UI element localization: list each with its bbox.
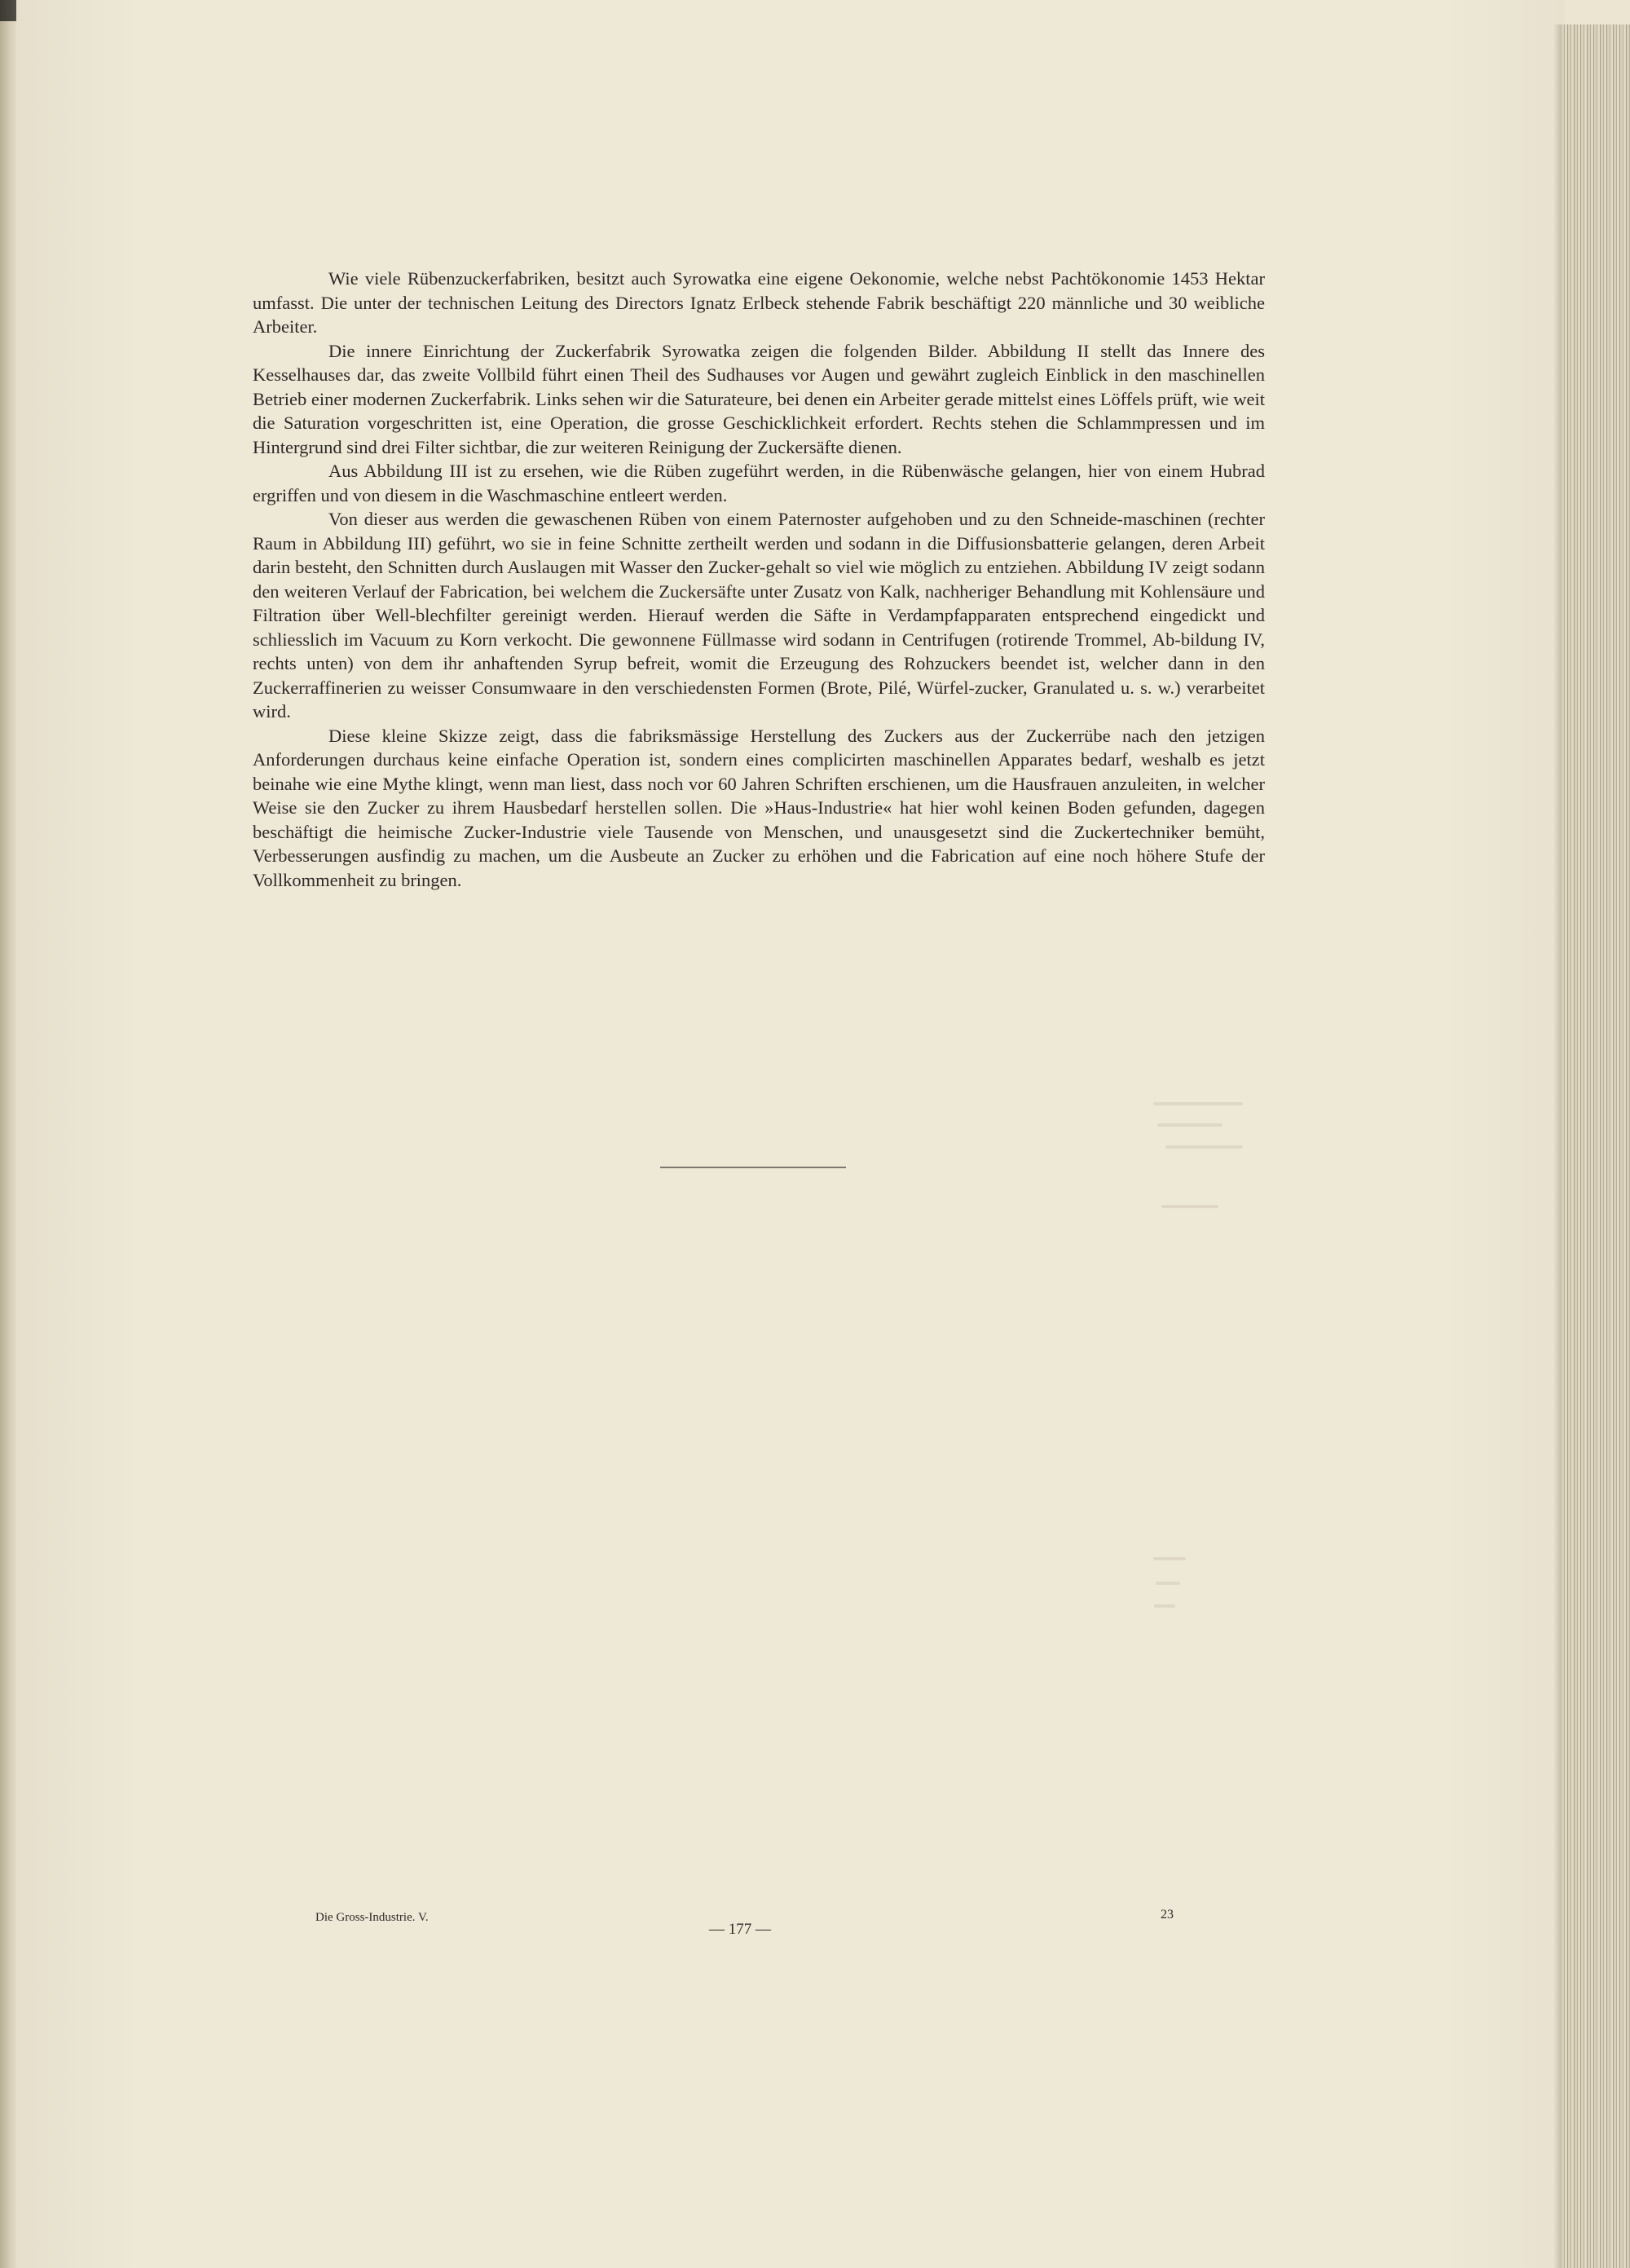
paragraph-5: Diese kleine Skizze zeigt, dass die fabriksmässige Herstellung des Zuckers aus der Zuckerrübe nach den jetzigen Anforderungen durchaus keine einfache Operation ist, sondern eines complicirten maschinellen Apparates bedarf, weshalb es jetzt beinahe wie eine Mythe klingt, wenn man liest, dass noch vor 60 Jahren Schriften erschienen, um die Hausfrauen anzuleiten, in welcher Weise sie den Zucker zu ihrem Hausbedarf herstellen sollen. Die »Haus-Industrie« hat hier wohl keinen Boden gefunden, dagegen beschäftigt die heimische Zucker-Industrie viele Tausende von Menschen, und unausgesetzt sind die Zuckertechniker bemüht, Verbesserungen ausfindig zu machen, um die Ausbeute an Zucker zu erhöhen und die Fabrication auf eine noch höhere Stufe der Vollkommenheit zu bringen. xyxy=(253,725,1265,890)
show-through-mark xyxy=(1157,1123,1222,1127)
show-through-mark xyxy=(1154,1604,1175,1608)
signature-mark: 23 xyxy=(1161,1908,1174,1922)
show-through-mark xyxy=(1156,1582,1180,1585)
page-corner xyxy=(1565,0,1630,26)
body-text xyxy=(253,267,1265,892)
paragraph-2: Die innere Einrichtung der Zuckerfabrik Syrowatka zeigen die folgenden Bilder. Abbildung II stellt das Innere des Kesselhauses dar, das zweite Vollbild führt einen Theil des Sudhauses vor Augen und gewährt zugleich Einblick in den maschinellen Betrieb einer modernen Zuckerfabrik. Links sehen wir die Saturateure, bei denen ein Arbeiter gerade mittelst eines Löffels prüft, wie weit die Saturation vorgeschritten ist, eine Operation, die grosse Geschicklichkeit erfordert. Rechts stehen die Schlammpressen und im Hintergrund sind drei Filter sichtbar, die zur weiteren Reinigung der Zuckersäfte dienen. xyxy=(253,340,1265,457)
show-through-mark xyxy=(1161,1205,1218,1208)
stacked-page-edges xyxy=(1562,24,1630,2268)
paragraph-1: Wie viele Rübenzuckerfabriken, besitzt auch Syrowatka eine eigene Oekonomie, welche nebst Pachtökonomie 1453 Hektar umfasst. Die unter der technischen Leitung des Directors Ignatz Erlbeck stehende Fabrik beschäftigt 220 männliche und 30 weibliche Arbeiter. xyxy=(253,268,1265,337)
paragraph-3: Aus Abbildung III ist zu ersehen, wie die Rüben zugeführt werden, in die Rübenwäsche gelangen, hier von einem Hubrad ergriffen und von diesem in die Waschmaschine entleert werden. xyxy=(253,461,1265,505)
section-divider xyxy=(660,1167,846,1168)
paragraph-4: Von dieser aus werden die gewaschenen Rüben von einem Paternoster aufgehoben und zu den Schneide-maschinen (rechter Raum in Abbildung III) geführt, wo sie in feine Schnitte zertheilt werden und sodann in die Diffusionsbatterie gelangen, deren Arbeit darin besteht, den Schnitten durch Auslaugen mit Wasser den Zucker-gehalt so viel wie möglich zu entziehen. Abbildung IV zeigt sodann den weiteren Verlauf der Fabrication, bei welchem die Zuckersäfte unter Zusatz von Kalk, nachheriger Behandlung mit Kohlensäure und Filtration über Well-blechfilter gereinigt werden. Hierauf werden die Säfte in Verdampfapparaten entsprechend eingedickt und schliesslich im Vacuum zu Korn verkocht. Die gewonnene Füllmasse wird sodann in Centrifugen (rotirende Trommel, Ab-bildung IV, rechts unten) von dem ihr anhaftenden Syrup befreit, womit die Erzeugung des Rohzuckers beendet ist, welcher dann in den Zuckerraffinerien zu weisser Consumwaare in den verschiedensten Formen (Brote, Pilé, Würfel-zucker, Granulated u. s. w.) verarbeitet wird. xyxy=(253,509,1265,721)
show-through-mark xyxy=(1153,1557,1186,1560)
series-title: Die Gross-Industrie. V. xyxy=(315,1911,429,1924)
show-through-mark xyxy=(1165,1145,1243,1149)
left-page-edge xyxy=(0,0,16,2268)
page-number: — 177 — xyxy=(709,1921,771,1938)
show-through-mark xyxy=(1153,1102,1243,1105)
